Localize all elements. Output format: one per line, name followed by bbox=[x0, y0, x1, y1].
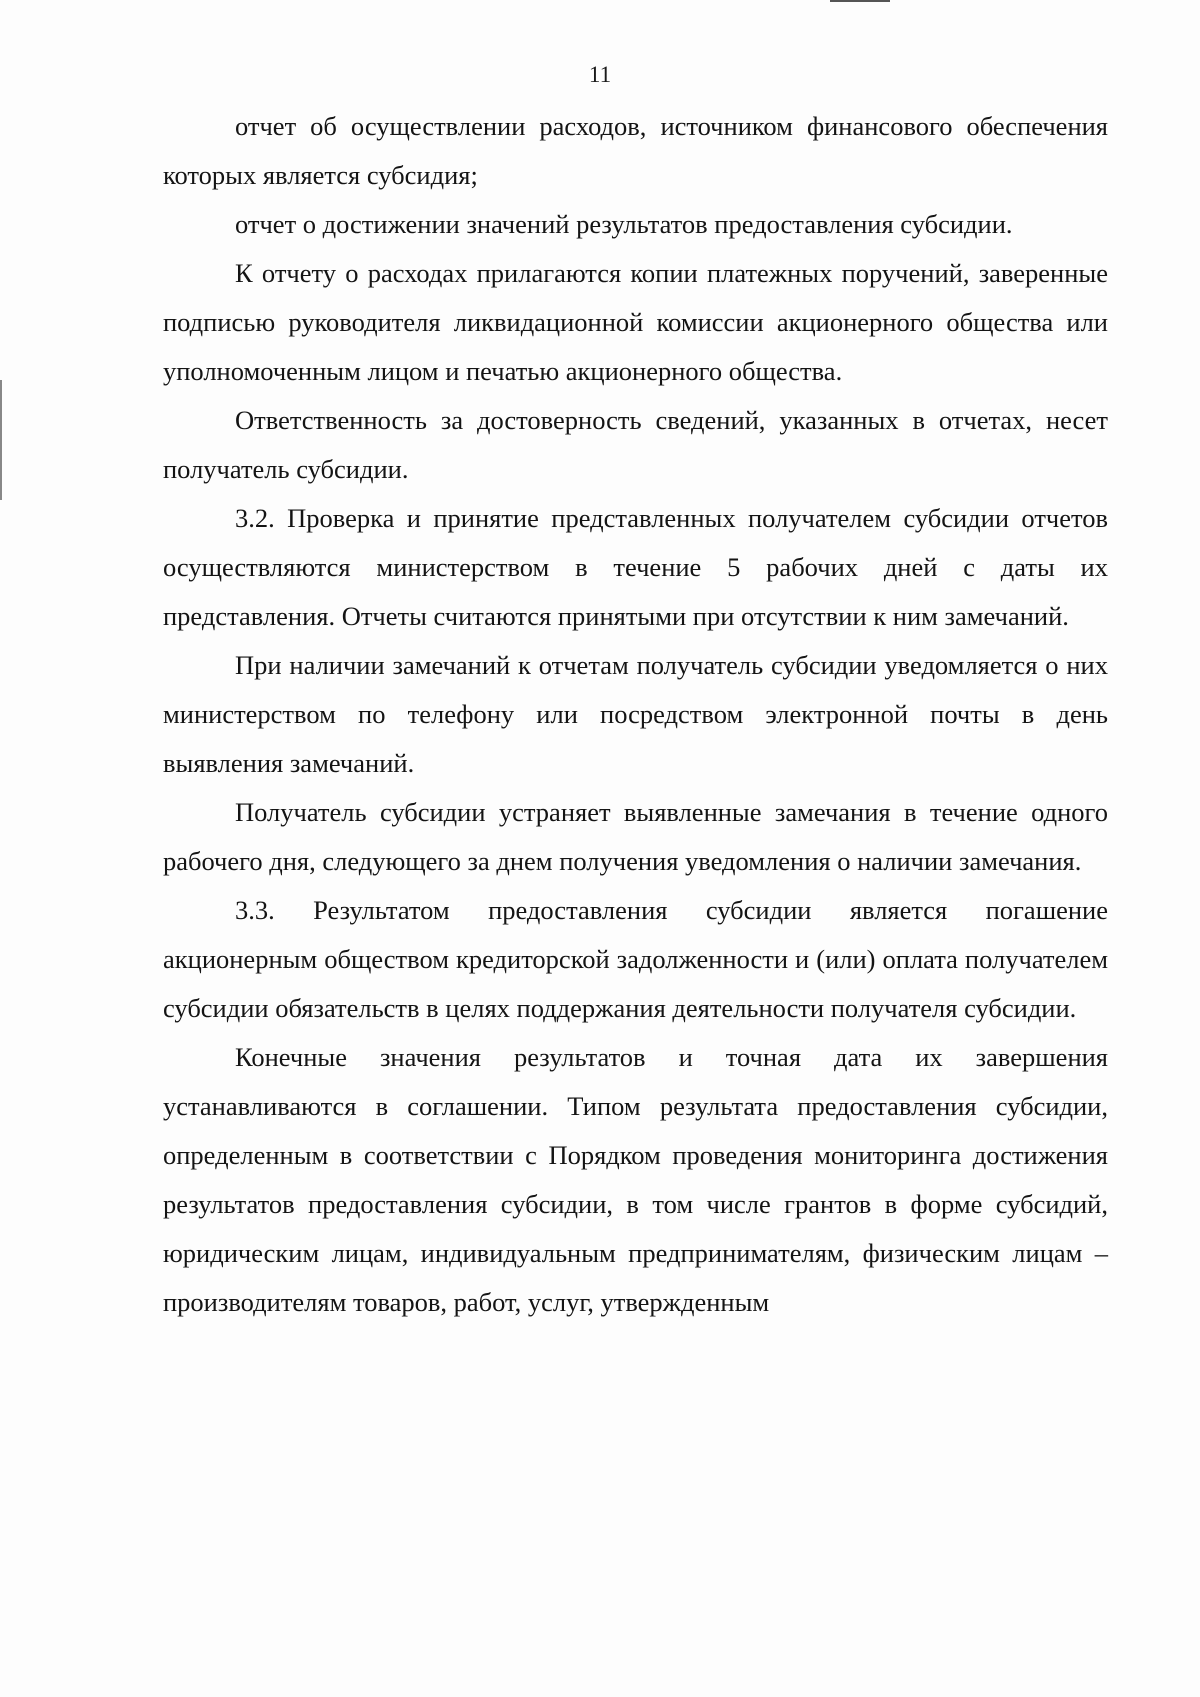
paragraph: Ответственность за достоверность сведений, указанных в отчетах, несет получатель субсидии. bbox=[163, 405, 1108, 484]
page-number: 11 bbox=[588, 62, 612, 87]
scan-edge-mark bbox=[0, 380, 2, 500]
document-body bbox=[163, 102, 1108, 1327]
paragraph: отчет о достижении значений результатов предоставления субсидии. bbox=[235, 209, 1013, 239]
paragraph: Конечные значения результатов и точная дата их завершения устанавливаются в соглашении. Типом результата предоставления субсидии, определенным в соответствии с Порядком проведения мониторинга достижения результатов предоставления субсидии, в том числе грантов в форме субсидий, юридическим лицам, индивидуальным предпринимателям, физическим лицам – производителям товаров, работ, услуг, утвержденным bbox=[163, 1042, 1108, 1317]
paragraph: При наличии замечаний к отчетам получатель субсидии уведомляется о них министерством по телефону или посредством электронной почты в день выявления замечаний. bbox=[163, 650, 1108, 778]
paragraph: Получатель субсидии устраняет выявленные замечания в течение одного рабочего дня, следующего за днем получения уведомления о наличии замечания. bbox=[163, 797, 1108, 876]
paragraph: К отчету о расходах прилагаются копии платежных поручений, заверенные подписью руководителя ликвидационной комиссии акционерного общества или уполномоченным лицом и печатью акционерного общества. bbox=[163, 258, 1108, 386]
paragraph: отчет об осуществлении расходов, источником финансового обеспечения которых является субсидия; bbox=[163, 111, 1108, 190]
paragraph: 3.3. Результатом предоставления субсидии является погашение акционерным обществом кредиторской задолженности и (или) оплата получателем субсидии обязательств в целях поддержания деятельности получателя субсидии. bbox=[163, 895, 1108, 1023]
scan-edge-mark bbox=[830, 0, 890, 2]
paragraph: 3.2. Проверка и принятие представленных получателем субсидии отчетов осуществляются министерством в течение 5 рабочих дней с даты их представления. Отчеты считаются принятыми при отсутствии к ним замечаний. bbox=[163, 503, 1108, 631]
